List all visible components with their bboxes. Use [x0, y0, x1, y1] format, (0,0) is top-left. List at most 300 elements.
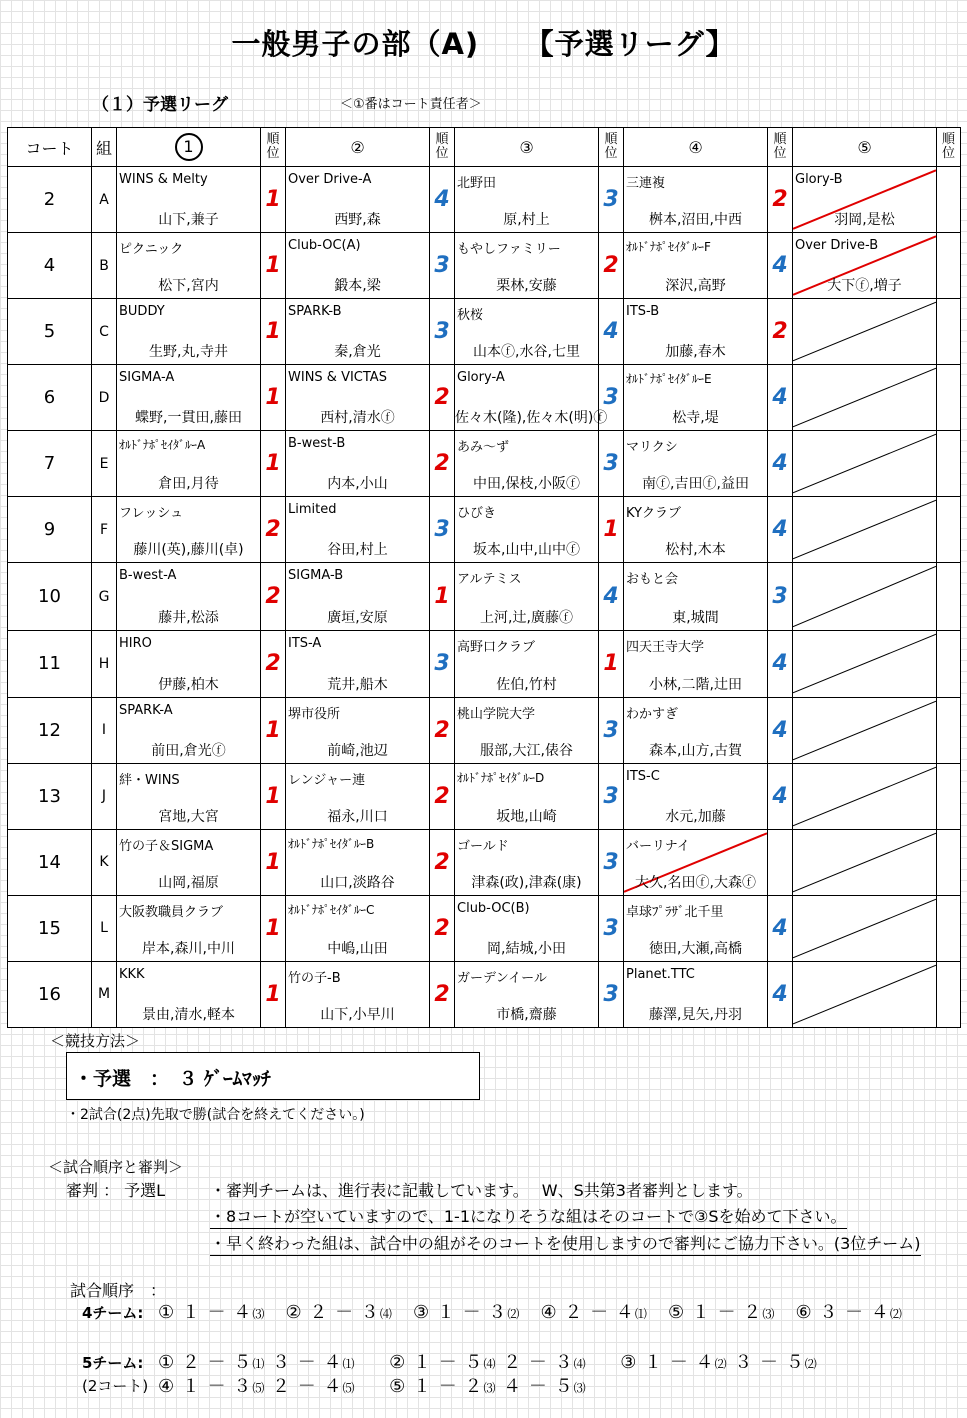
- team-name: 北野田: [457, 176, 497, 191]
- team-cell: [793, 563, 937, 631]
- team-players: 前崎,池辺: [327, 742, 388, 759]
- team-players: 山本ⓕ,水谷,七里: [473, 344, 580, 361]
- match-pair: １ － ２: [685, 1302, 763, 1323]
- match-pair: ２ － ４: [557, 1302, 635, 1323]
- team-name: アルテミス: [457, 572, 522, 588]
- team-cell: [793, 697, 937, 763]
- team-players: 宮地,大宮: [158, 808, 219, 825]
- league-row: [8, 167, 961, 233]
- match-referee: ⑶: [762, 1307, 776, 1321]
- rank-cell: [937, 431, 961, 497]
- team-cell: [455, 497, 599, 563]
- team-players: 山岡,福原: [158, 874, 219, 891]
- group-cell: J: [92, 763, 117, 829]
- rank-cell: 4: [768, 763, 793, 829]
- sequence-gap: [818, 1352, 852, 1373]
- empty-slot-slash: [793, 962, 936, 1027]
- team-players: 中嶋,山田: [327, 940, 388, 957]
- team-players: 坂地,山崎: [496, 808, 557, 825]
- rank-cell: [937, 299, 961, 365]
- rank-cell: 2: [430, 763, 455, 829]
- team-name: Planet.TTC: [626, 966, 695, 982]
- match-pair: １ － ４: [637, 1352, 715, 1373]
- section-title: （１）予選リーグ: [92, 95, 228, 115]
- team-players: 藤澤,見矢,丹羽: [649, 1007, 742, 1023]
- empty-slot-slash: [793, 896, 936, 961]
- group-cell: E: [92, 431, 117, 497]
- sequence-gap: [903, 1302, 923, 1323]
- team-name: BUDDY: [119, 304, 165, 320]
- court-cell: 5: [8, 299, 92, 365]
- rank-cell: 1: [261, 961, 286, 1027]
- rank-cell: [937, 631, 961, 697]
- team-players: 内本,小山: [327, 476, 388, 493]
- team-name: わかすぎ: [626, 706, 679, 722]
- team-cell: [286, 563, 430, 631]
- rank-cell: 1: [430, 563, 455, 631]
- league-row: [8, 697, 961, 763]
- team-players: 倉田,月待: [158, 476, 219, 493]
- referee-note-1: ・審判チームは、進行表に記載しています。 W、S共第3者審判とします。: [210, 1181, 753, 1200]
- court-cell: 4: [8, 233, 92, 299]
- team-name: ゴールド: [457, 838, 509, 854]
- team-players: 中田,保枝,小阪ⓕ: [473, 476, 580, 493]
- rank-cell: 3: [599, 167, 624, 233]
- rank-cell: 3: [768, 563, 793, 631]
- rank-cell: [937, 895, 961, 961]
- rank-cell: 3: [599, 763, 624, 829]
- team-cell: [286, 299, 430, 365]
- team-name: 竹の子-B: [288, 970, 341, 986]
- team-name: SPARK-B: [288, 304, 342, 320]
- team-players: 水元,加藤: [665, 808, 726, 825]
- header-slot-3: ③: [455, 128, 599, 167]
- team-name: ｵﾙﾄﾞﾅﾎﾟｾｲﾀﾞﾙｰB: [288, 836, 375, 851]
- league-row: [8, 431, 961, 497]
- team-players: 坂本,山中,山中ⓕ: [473, 542, 580, 559]
- team-name: ITS-C: [626, 768, 660, 784]
- team-name: 桃山学院大学: [457, 706, 536, 722]
- group-cell: I: [92, 697, 117, 763]
- team-players: 小林,二階,辻田: [649, 676, 742, 693]
- team-cell: [117, 431, 261, 497]
- court-cell: 9: [8, 497, 92, 563]
- empty-slot-slash: [793, 299, 936, 364]
- rank-cell: 4: [768, 497, 793, 563]
- empty-slot-slash: [793, 764, 936, 829]
- match-referee: ⑵: [507, 1307, 521, 1321]
- team-cell: [455, 763, 599, 829]
- team-cell: [624, 233, 768, 299]
- sequence-gap: [775, 1302, 795, 1323]
- rank-cell: [937, 233, 961, 299]
- match-pair: ３ － ４: [812, 1302, 890, 1323]
- empty-slot-slash-line: [793, 899, 936, 958]
- rank-cell: 2: [430, 365, 455, 431]
- sequence-gap: [648, 1302, 668, 1323]
- court-cell: 7: [8, 431, 92, 497]
- team-players: 松寺,堤: [672, 410, 719, 427]
- sequence-gap: [356, 1352, 390, 1373]
- team-name: SIGMA-A: [119, 370, 175, 386]
- sequence-gap: [520, 1302, 540, 1323]
- team-cell: [286, 167, 430, 233]
- team-cell: [286, 365, 430, 431]
- rank-cell: 4: [768, 233, 793, 299]
- league-row: [8, 563, 961, 631]
- team-cell: [624, 563, 768, 631]
- team-cell: [455, 365, 608, 431]
- team-cell: [286, 233, 430, 299]
- rank-cell: 3: [599, 895, 624, 961]
- team-cell: [455, 563, 599, 631]
- team-name: ｵﾙﾄﾞﾅﾎﾟｾｲﾀﾞﾙｰA: [119, 438, 206, 453]
- rank-cell: 3: [430, 299, 455, 365]
- team-cell: [117, 233, 261, 299]
- match-referee: ⑷: [483, 1357, 497, 1371]
- team-cell: [624, 961, 768, 1027]
- team-cell: [793, 233, 937, 299]
- team-name: ｵﾙﾄﾞﾅﾎﾟｾｲﾀﾞﾙｰC: [288, 902, 375, 917]
- match-number: ③: [620, 1352, 638, 1373]
- team-players: 山下,小早川: [320, 1007, 395, 1023]
- rank-cell: [937, 167, 961, 233]
- group-cell: F: [92, 497, 117, 563]
- court-cell: 2: [8, 167, 92, 233]
- team-cell: [793, 167, 937, 233]
- rank-cell: 3: [599, 697, 624, 763]
- header-group: 組: [92, 128, 117, 167]
- team-players: 松村,木本: [665, 542, 726, 559]
- team-cell: [455, 697, 599, 763]
- team-name: KYクラブ: [626, 506, 682, 522]
- team-cell: [117, 299, 261, 365]
- rank-cell: 2: [261, 497, 286, 563]
- empty-slot-slash: [793, 830, 936, 895]
- match-referee: ⑴: [634, 1307, 648, 1321]
- team-cell: [624, 829, 768, 895]
- team-name: 絆・WINS: [119, 772, 180, 788]
- team-players: 上河,辻,廣藤ⓕ: [480, 610, 573, 627]
- team-name: B-west-B: [288, 436, 346, 452]
- team-cell: [624, 167, 768, 233]
- rank-cell: 4: [430, 167, 455, 233]
- sequence-gap: [587, 1352, 621, 1373]
- team-players: 南ⓕ,吉田ⓕ,益田: [642, 476, 749, 493]
- team-cell: [455, 299, 599, 365]
- team-cell: [793, 829, 937, 895]
- match-number: ⑤: [668, 1302, 686, 1323]
- five-team-order-a: [158, 1348, 851, 1374]
- rank-cell: 1: [261, 299, 286, 365]
- team-name: もやしファミリー: [457, 242, 561, 258]
- match-number: ①: [158, 1352, 176, 1373]
- court-cell: 10: [8, 563, 92, 631]
- team-cell: [117, 895, 261, 961]
- team-players: 荒井,船木: [327, 676, 388, 693]
- team-players: 栗林,安藤: [496, 278, 557, 295]
- group-cell: A: [92, 167, 117, 233]
- team-cell: [455, 233, 599, 299]
- empty-slot-slash-line: [793, 302, 936, 361]
- rank-cell: 2: [768, 167, 793, 233]
- referee-note-2: ・8コートが空いていますので、1-1になりそうな組はそのコートで③Sを始めて下さい。: [210, 1204, 847, 1229]
- match-referee: ⑵: [804, 1357, 818, 1371]
- team-cell: [117, 167, 261, 233]
- sequence-gap: [265, 1302, 285, 1323]
- rank-cell: [937, 961, 961, 1027]
- team-name: 竹の子＆SIGMA: [119, 838, 214, 854]
- match-referee: ⑶: [252, 1307, 266, 1321]
- team-players: 山下,兼子: [158, 212, 219, 229]
- team-players: 佐伯,竹村: [496, 676, 557, 693]
- team-players: 鍛本,梁: [334, 278, 381, 295]
- team-name: Over Drive-B: [795, 238, 879, 254]
- sequence-gap: [393, 1302, 413, 1323]
- match-number: ②: [285, 1302, 303, 1323]
- empty-slot-slash-line: [793, 701, 936, 760]
- team-players: 市橋,齋藤: [496, 1007, 557, 1023]
- team-cell: [455, 167, 599, 233]
- rank-cell: 1: [261, 431, 286, 497]
- team-players: 西野,森: [334, 212, 381, 229]
- group-cell: K: [92, 829, 117, 895]
- match-pair: ２ － ３: [302, 1302, 380, 1323]
- team-cell: [793, 365, 937, 431]
- rank-cell: [768, 829, 793, 895]
- header-rank: 順 位: [937, 128, 961, 167]
- team-name: バーリナイ: [626, 838, 690, 854]
- group-cell: B: [92, 233, 117, 299]
- court-cell: 14: [8, 829, 92, 895]
- team-players: 西村,清水ⓕ: [320, 410, 395, 427]
- rank-cell: 1: [599, 497, 624, 563]
- team-cell: [793, 431, 937, 497]
- four-team-order: [158, 1298, 923, 1324]
- sequence-label: 試合順序 ：: [70, 1281, 167, 1300]
- team-players: 深沢,高野: [665, 278, 726, 295]
- rank-cell: 4: [768, 365, 793, 431]
- match-referee: ⑶: [483, 1381, 497, 1395]
- league-row: [8, 497, 961, 563]
- team-players: 蝶野,一貫田,藤田: [135, 410, 242, 427]
- method-heading: ＜競技方法＞: [50, 1032, 141, 1050]
- empty-slot-slash-line: [793, 435, 936, 494]
- team-name: Club-OC(A): [288, 238, 361, 254]
- match-referee: ⑸: [252, 1381, 266, 1395]
- league-row: [8, 895, 961, 961]
- court-cell: 13: [8, 763, 92, 829]
- sequence-gap: [356, 1376, 390, 1397]
- team-name: おもと会: [626, 572, 679, 588]
- team-cell: [624, 763, 768, 829]
- team-name: ピクニック: [119, 242, 184, 258]
- team-name: 四天王寺大学: [626, 640, 705, 656]
- match-pair: ２ － ５: [175, 1352, 253, 1373]
- league-row: [8, 365, 961, 431]
- empty-slot-slash: [793, 497, 936, 562]
- team-cell: [793, 895, 937, 961]
- team-players: 岸本,森川,中川: [142, 940, 235, 957]
- five-team-order-b: [158, 1372, 620, 1398]
- league-row: [8, 233, 961, 299]
- match-pair: １ － ５: [406, 1352, 484, 1373]
- match-pair: ２ － ３: [496, 1352, 574, 1373]
- team-players: 伊藤,柏木: [158, 676, 219, 693]
- rank-cell: 2: [430, 431, 455, 497]
- rank-cell: 3: [430, 497, 455, 563]
- team-name: 大阪教職員クラブ: [119, 904, 224, 920]
- rank-cell: 1: [261, 829, 286, 895]
- team-players: 大下ⓕ,増子: [827, 278, 902, 295]
- team-cell: [624, 365, 768, 431]
- team-name: あみ～ず: [457, 440, 510, 456]
- team-players: 松下,宮内: [158, 278, 219, 295]
- header-row: [8, 128, 961, 167]
- team-name: ｵﾙﾄﾞﾅﾎﾟｾｲﾀﾞﾙｰE: [626, 372, 712, 387]
- rank-cell: 4: [768, 631, 793, 697]
- five-team-label: 5チーム:: [82, 1354, 144, 1372]
- team-cell: [286, 829, 430, 895]
- rank-cell: 2: [430, 829, 455, 895]
- rank-cell: 4: [768, 961, 793, 1027]
- team-cell: [793, 497, 937, 563]
- team-cell: [117, 563, 261, 631]
- match-number: ③: [413, 1302, 431, 1323]
- team-cell: [117, 697, 261, 763]
- header-slot-4: ④: [624, 128, 768, 167]
- team-cell: [286, 895, 430, 961]
- match-number: ②: [389, 1352, 407, 1373]
- rank-cell: 2: [261, 631, 286, 697]
- rank-cell: 2: [261, 563, 286, 631]
- team-cell: [624, 697, 768, 763]
- team-players: 廣垣,安原: [327, 610, 388, 627]
- rank-cell: [937, 763, 961, 829]
- team-name: ガーデンイール: [457, 970, 547, 986]
- team-cell: [286, 763, 430, 829]
- match-referee: ⑷: [573, 1357, 587, 1371]
- team-cell: [117, 631, 261, 697]
- match-pair: １ － ３: [430, 1302, 508, 1323]
- team-cell: [624, 497, 768, 563]
- team-cell: [117, 497, 261, 563]
- team-name: B-west-A: [119, 568, 177, 584]
- team-players: 岡,結城,小田: [487, 940, 566, 957]
- team-cell: [286, 961, 430, 1027]
- match-pair: ２ － ４: [265, 1376, 343, 1397]
- rank-cell: 1: [261, 763, 286, 829]
- team-name: Limited: [288, 502, 337, 518]
- team-name: レンジャー連: [288, 772, 366, 788]
- match-referee: ⑴: [252, 1357, 266, 1371]
- match-pair: ３ － ４: [265, 1352, 343, 1373]
- team-name: SIGMA-B: [288, 568, 344, 584]
- group-cell: D: [92, 365, 117, 431]
- team-players: 大久,名田ⓕ,大森ⓕ: [635, 874, 756, 891]
- match-referee: ⑵: [714, 1357, 728, 1371]
- rank-cell: [937, 497, 961, 563]
- rank-cell: 4: [599, 299, 624, 365]
- group-cell: M: [92, 961, 117, 1027]
- match-referee: ⑵: [889, 1307, 903, 1321]
- team-name: 卓球ﾌﾟﾗｻﾞ北千里: [626, 904, 724, 920]
- team-players: 森本,山方,古賀: [649, 742, 742, 759]
- empty-slot-slash: [793, 698, 936, 763]
- team-players: 福永,川口: [327, 808, 388, 825]
- rank-cell: 3: [599, 431, 624, 497]
- team-cell: [793, 631, 937, 697]
- header-slot-1: [117, 128, 261, 167]
- team-name: 高野口クラブ: [457, 640, 536, 656]
- slot-1-label: 1: [175, 133, 203, 161]
- rank-cell: 3: [599, 365, 624, 431]
- rank-cell: [937, 563, 961, 631]
- team-name: ITS-A: [288, 636, 322, 652]
- empty-slot-slash-line: [793, 833, 936, 892]
- team-name: KKK: [119, 966, 145, 982]
- team-name: 堺市役所: [288, 706, 341, 722]
- empty-slot-slash-line: [793, 501, 936, 560]
- team-cell: [286, 631, 430, 697]
- league-row: [8, 299, 961, 365]
- team-name: ひびき: [457, 506, 497, 522]
- rank-cell: 2: [768, 299, 793, 365]
- team-players: 山口,淡路谷: [320, 874, 395, 891]
- team-cell: [117, 829, 261, 895]
- referee-label: 審判 ： 予選L: [66, 1181, 166, 1200]
- team-players: 加藤,春木: [665, 344, 726, 361]
- empty-slot-slash-line: [793, 368, 936, 427]
- court-cell: 12: [8, 697, 92, 763]
- team-players: 桝本,沼田,中西: [649, 212, 742, 229]
- team-players: 藤井,松添: [158, 610, 219, 627]
- team-cell: [624, 631, 768, 697]
- rank-cell: [937, 365, 961, 431]
- rank-cell: 2: [430, 895, 455, 961]
- team-cell: [286, 697, 430, 763]
- team-cell: [793, 299, 937, 365]
- match-number: ①: [158, 1302, 176, 1323]
- match-number: ④: [158, 1376, 176, 1397]
- page-title: 一般男子の部（A) 【予選リーグ】: [231, 27, 736, 61]
- match-referee: ⑷: [379, 1307, 393, 1321]
- team-cell: [455, 631, 599, 697]
- team-name: WINS & VICTAS: [288, 370, 387, 386]
- empty-slot-slash: [793, 631, 936, 696]
- team-players: 津森(政),津森(康): [471, 874, 582, 891]
- court-cell: 15: [8, 895, 92, 961]
- team-cell: [455, 961, 599, 1027]
- sequence-gap: [587, 1376, 621, 1397]
- team-cell: [624, 895, 768, 961]
- team-players: 東,城間: [672, 610, 719, 627]
- rank-cell: 2: [599, 233, 624, 299]
- header-slot-5: ⑤: [793, 128, 937, 167]
- team-name: フレッシュ: [119, 506, 184, 522]
- team-name: HIRO: [119, 636, 152, 652]
- empty-slot-slash-line: [793, 965, 936, 1024]
- match-referee: ⑶: [573, 1381, 587, 1395]
- rank-cell: 1: [261, 895, 286, 961]
- group-cell: C: [92, 299, 117, 365]
- league-row: [8, 961, 961, 1027]
- team-name: 秋桜: [457, 308, 484, 324]
- rank-cell: 3: [599, 961, 624, 1027]
- team-players: 羽岡,是松: [834, 212, 895, 229]
- group-cell: L: [92, 895, 117, 961]
- empty-slot-slash-line: [793, 635, 936, 694]
